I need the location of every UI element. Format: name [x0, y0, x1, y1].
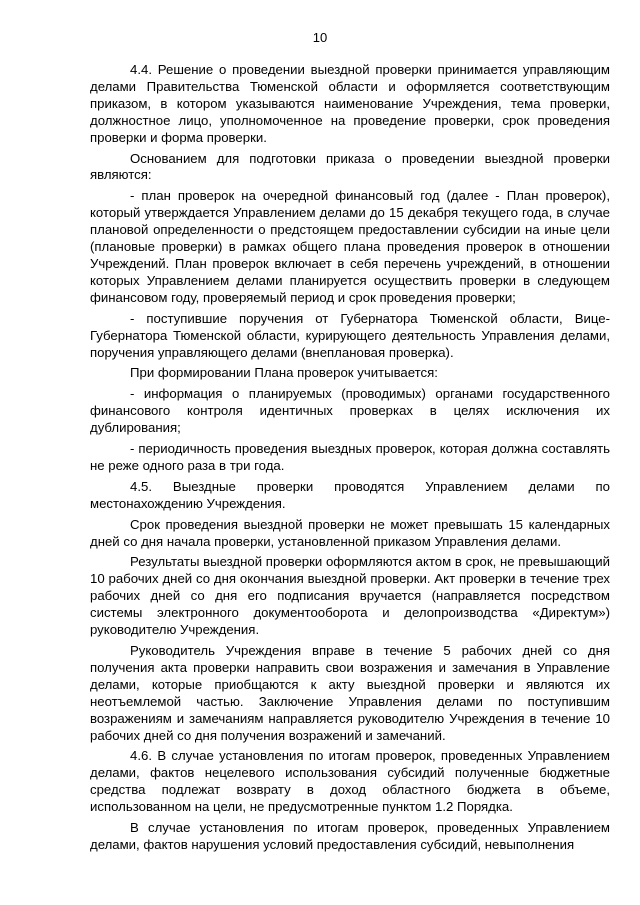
- paragraph-inspection-term: Срок проведения выездной проверки не может превышать 15 календарных дней со дня начала проверки, установленной приказом Управления делами.: [90, 516, 610, 549]
- paragraph-objections: Руководитель Учреждения вправе в течение 5 рабочих дней со дня получения акта проверки направить свои возражения и замечания в Управление делами, которые приобщаются к акту выездной проверки и являются их неотъемлемой частью. Заключение Управления делами по поступившим возражениям и замечаниям направляется руководителю Учреждения в течение 10 рабочих дней со дня получения возражений и замечаний.: [90, 643, 610, 743]
- paragraph-4-5: 4.5. Выездные проверки проводятся Управлением делами по местонахождению Учреждения.: [90, 478, 610, 511]
- paragraph-order-basis: Основанием для подготовки приказа о проведении выездной проверки являются:: [90, 150, 610, 183]
- document-body: [90, 62, 610, 858]
- paragraph-control-info: - информация о планируемых (проводимых) органами государственного финансового контроля идентичных проверках в целях исключения их дублирования;: [90, 386, 610, 436]
- paragraph-4-6: 4.6. В случае установления по итогам проверок, проведенных Управлением делами, фактов нецелевого использования субсидий полученные бюджетные средства подлежат возврату в доход областного бюджета в объеме, использованном на цели, не предусмотренные пунктом 1.2 Порядка.: [90, 748, 610, 815]
- paragraph-periodicity: - периодичность проведения выездных проверок, которая должна составлять не реже одного раза в три года.: [90, 441, 610, 473]
- paragraph-governor-orders: - поступившие поручения от Губернатора Тюменской области, Вице-Губернатора Тюменской области, курирующего деятельность Управления делами, поручения управляющего делами (внеплановая проверка).: [90, 310, 610, 360]
- page-number: 10: [312, 30, 328, 45]
- paragraph-plan-considerations: При формировании Плана проверок учитывается:: [130, 365, 438, 381]
- paragraph-inspection-results: Результаты выездной проверки оформляются актом в срок, не превышающий 10 рабочих дней со дня окончания выездной проверки. Акт проверки в течение трех рабочих дней со дня его подписания вручается (направляется посредством системы электронного документооборота и делопроизводства «Директум») руководителю Учреждения.: [90, 554, 610, 638]
- paragraph-inspection-plan: - план проверок на очередной финансовый год (далее - План проверок), который утверждается Управлением делами до 15 декабря текущего года, в случае плановой определенности о предстоящем предоставлении субсидии на иные цели (плановые проверки) в рамках общего плана проведения проверок в отношении Учреждений. План проверок включает в себя перечень учреждений, в отношении которых Управлением делами планируется осуществить проверки в следующем финансовом году, проверяемый период и срок проведения проверки;: [90, 188, 610, 305]
- paragraph-4-4: 4.4. Решение о проведении выездной проверки принимается управляющим делами Правительства Тюменской области и оформляется соответствующим приказом, в котором указываются наименование Учреждения, тема проверки, должностное лицо, уполномоченное на проведение проверки, срок проведения проверки и форма проверки.: [90, 62, 610, 145]
- paragraph-violations: В случае установления по итогам проверок, проведенных Управлением делами, фактов нарушения условий предоставления субсидий, невыполнения: [90, 820, 610, 852]
